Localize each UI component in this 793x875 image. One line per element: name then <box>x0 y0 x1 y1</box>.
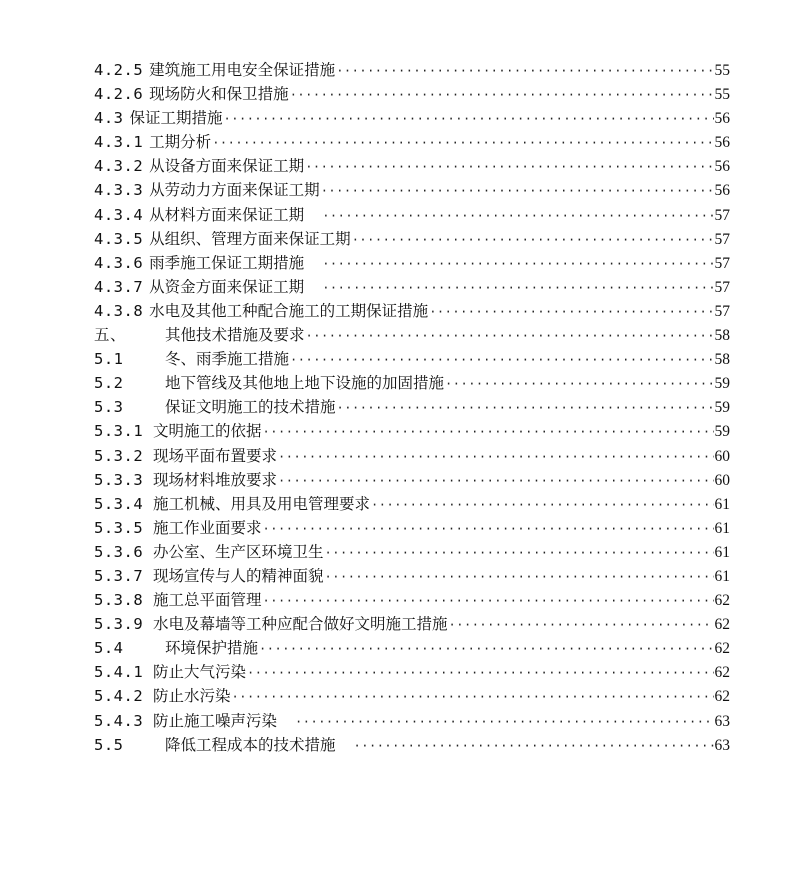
toc-entry[interactable] <box>94 299 730 323</box>
toc-entry[interactable] <box>94 82 730 106</box>
toc-leader-dots <box>263 517 714 541</box>
toc-entry[interactable] <box>94 588 730 612</box>
toc-entry-number: 5.4 <box>94 639 124 658</box>
toc-entry-title: 保证工期措施 <box>129 109 223 128</box>
toc-entry-page: 58 <box>714 327 730 345</box>
toc-entry-title: 其他技术措施及要求 <box>165 326 305 345</box>
toc-leader-dots <box>263 420 714 444</box>
toc-entry-number: 5.3.9 <box>94 615 144 634</box>
toc-leader-dots <box>290 348 713 372</box>
toc-entry-number: 4.2.5 <box>94 61 144 79</box>
toc-entry-title: 文明施工的依据 <box>153 422 262 441</box>
toc-entry-page: 57 <box>714 254 730 272</box>
toc-entry[interactable] <box>94 660 730 684</box>
toc-entry-title: 从材料方面来保证工期 <box>149 205 305 224</box>
toc-entry-page: 59 <box>714 399 730 417</box>
toc-leader-dots <box>278 469 713 493</box>
toc-leader-dots <box>322 252 713 276</box>
toc-entry-number: 5.3.6 <box>94 542 144 561</box>
toc-entry-number: 4.3 <box>94 109 124 128</box>
toc-entry-page: 61 <box>714 543 730 561</box>
toc-entry-title: 从资金方面来保证工期 <box>149 277 305 296</box>
toc-entry-number: 4.3.4 <box>94 205 144 224</box>
toc-entry-number: 5.3.1 <box>94 422 144 441</box>
toc-entry-title: 现场宣传与人的精神面貌 <box>153 566 324 585</box>
toc-entry-title: 环境保护措施 <box>165 639 259 658</box>
toc-entry[interactable] <box>94 564 730 588</box>
toc-leader-dots <box>445 372 713 396</box>
toc-entry-number: 5.3.7 <box>94 566 144 585</box>
toc-entry[interactable] <box>94 444 730 468</box>
toc-entry-number: 5.3.2 <box>94 446 144 465</box>
toc-leader-dots <box>212 131 713 155</box>
toc-leader-dots <box>224 107 714 131</box>
table-of-contents <box>94 58 730 757</box>
toc-entry-number: 4.3.3 <box>94 181 144 200</box>
toc-entry-title: 降低工程成本的技术措施 <box>165 735 336 754</box>
toc-entry[interactable] <box>94 154 730 178</box>
toc-entry-page: 62 <box>714 664 730 682</box>
toc-entry[interactable] <box>94 227 730 251</box>
toc-entry-title: 现场材料堆放要求 <box>153 470 278 489</box>
toc-leader-dots <box>295 710 713 734</box>
toc-entry[interactable] <box>94 371 730 395</box>
toc-entry-title: 防止水污染 <box>153 687 231 706</box>
toc-entry-page: 55 <box>714 86 730 104</box>
toc-entry-title: 地下管线及其他地上地下设施的加固措施 <box>165 374 445 393</box>
toc-entry-title: 水电及幕墙等工种应配合做好文明施工措施 <box>153 615 448 634</box>
toc-entry-number: 5.3.8 <box>94 591 144 610</box>
toc-entry-number: 5.3.5 <box>94 518 144 537</box>
toc-entry[interactable] <box>94 251 730 275</box>
toc-entry[interactable] <box>94 468 730 492</box>
toc-entry-page: 62 <box>714 688 730 706</box>
toc-entry-page: 61 <box>714 495 730 513</box>
toc-entry-number: 5.1 <box>94 350 124 369</box>
toc-entry-number: 5.5 <box>94 735 124 754</box>
toc-entry[interactable] <box>94 178 730 202</box>
toc-entry-page: 63 <box>714 712 730 730</box>
toc-entry-page: 57 <box>714 302 730 320</box>
toc-entry-title: 从劳动力方面来保证工期 <box>149 181 320 200</box>
toc-entry-title: 施工作业面要求 <box>153 518 262 537</box>
toc-entry-page: 56 <box>714 134 730 152</box>
toc-entry-page: 57 <box>714 206 730 224</box>
toc-entry[interactable] <box>94 323 730 347</box>
toc-entry-number: 4.3.6 <box>94 253 144 272</box>
toc-entry-number: 5.3 <box>94 398 124 417</box>
toc-entry-title: 保证文明施工的技术措施 <box>165 398 336 417</box>
toc-entry[interactable] <box>94 419 730 443</box>
toc-entry-number: 5.3.3 <box>94 470 144 489</box>
toc-entry-page: 62 <box>714 640 730 658</box>
toc-leader-dots <box>232 685 714 709</box>
toc-entry-number: 4.2.6 <box>94 85 144 104</box>
toc-entry-number: 5.4.2 <box>94 687 144 706</box>
toc-leader-dots <box>290 83 714 107</box>
toc-entry-page: 62 <box>714 616 730 634</box>
toc-entry[interactable] <box>94 275 730 299</box>
toc-entry[interactable] <box>94 516 730 540</box>
toc-entry-page: 61 <box>714 567 730 585</box>
toc-entry-number: 5.4.3 <box>94 711 144 730</box>
toc-leader-dots <box>305 155 713 179</box>
toc-entry[interactable] <box>94 492 730 516</box>
toc-entry-page: 63 <box>714 736 730 754</box>
toc-leader-dots <box>371 493 713 517</box>
toc-entry[interactable] <box>94 130 730 154</box>
toc-leader-dots <box>306 324 714 348</box>
toc-entry-number: 4.3.8 <box>94 301 144 320</box>
toc-entry[interactable] <box>94 636 730 660</box>
toc-entry-page: 60 <box>714 447 730 465</box>
toc-entry-title: 雨季施工保证工期措施 <box>149 253 305 272</box>
toc-leader-dots <box>263 589 714 613</box>
toc-entry-title: 从设备方面来保证工期 <box>149 157 305 176</box>
toc-leader-dots <box>325 541 714 565</box>
toc-leader-dots <box>247 661 713 685</box>
toc-entry-page: 56 <box>714 182 730 200</box>
toc-entry-title: 防止施工噪声污染 <box>153 711 278 730</box>
toc-entry-page: 62 <box>714 592 730 610</box>
toc-entry[interactable] <box>94 203 730 227</box>
toc-entry-number: 4.3.1 <box>94 133 144 152</box>
toc-entry[interactable] <box>94 733 730 757</box>
toc-entry-title: 冬、雨季施工措施 <box>165 350 290 369</box>
toc-entry[interactable] <box>94 347 730 371</box>
toc-leader-dots <box>322 276 713 300</box>
toc-leader-dots <box>336 59 713 83</box>
toc-entry-page: 59 <box>714 423 730 441</box>
toc-leader-dots <box>321 179 714 203</box>
toc-entry-number: 4.3.7 <box>94 277 144 296</box>
toc-leader-dots <box>449 613 714 637</box>
toc-entry-page: 61 <box>714 519 730 537</box>
toc-entry-title: 施工总平面管理 <box>153 591 262 610</box>
toc-entry-page: 56 <box>714 158 730 176</box>
toc-entry-page: 60 <box>714 471 730 489</box>
toc-entry-title: 现场平面布置要求 <box>153 446 278 465</box>
toc-entry-title: 现场防火和保卫措施 <box>149 85 289 104</box>
toc-entry-number: 五、 <box>94 326 127 345</box>
toc-entry-page: 57 <box>714 230 730 248</box>
toc-entry[interactable] <box>94 58 730 82</box>
toc-entry-title: 办公室、生产区环境卫生 <box>153 542 324 561</box>
toc-entry-title: 工期分析 <box>149 133 212 152</box>
toc-leader-dots <box>278 445 713 469</box>
toc-entry-page: 59 <box>714 375 730 393</box>
toc-leader-dots <box>429 300 713 324</box>
toc-entry-page: 56 <box>714 110 730 128</box>
toc-entry-number: 5.4.1 <box>94 663 144 682</box>
toc-entry-number: 4.3.2 <box>94 157 144 176</box>
toc-entry-title: 从组织、管理方面来保证工期 <box>149 229 351 248</box>
toc-entry-number: 5.2 <box>94 374 124 393</box>
toc-leader-dots <box>354 734 714 758</box>
toc-entry-page: 57 <box>714 278 730 296</box>
toc-entry[interactable] <box>94 612 730 636</box>
toc-entry-page: 55 <box>714 62 730 79</box>
toc-entry-page: 58 <box>714 351 730 369</box>
toc-entry-title: 建筑施工用电安全保证措施 <box>149 61 336 79</box>
toc-entry-title: 防止大气污染 <box>153 663 247 682</box>
toc-entry-title: 水电及其他工种配合施工的工期保证措施 <box>149 301 429 320</box>
toc-leader-dots <box>352 228 714 252</box>
toc-entry-number: 5.3.4 <box>94 494 144 513</box>
toc-leader-dots <box>337 396 714 420</box>
toc-entry[interactable] <box>94 709 730 733</box>
toc-entry-title: 施工机械、用具及用电管理要求 <box>153 494 371 513</box>
toc-leader-dots <box>322 204 713 228</box>
toc-entry[interactable] <box>94 395 730 419</box>
toc-entry[interactable] <box>94 684 730 708</box>
toc-entry-number: 4.3.5 <box>94 229 144 248</box>
toc-leader-dots <box>325 565 714 589</box>
toc-entry[interactable] <box>94 540 730 564</box>
toc-entry[interactable] <box>94 106 730 130</box>
toc-leader-dots <box>259 637 713 661</box>
